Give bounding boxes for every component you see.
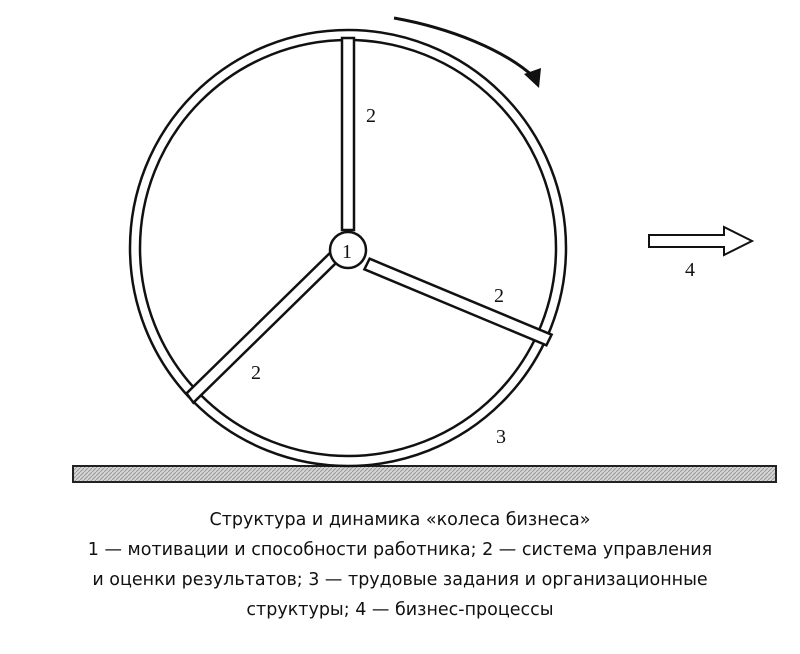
caption-line: структуры; 4 — бизнес-процессы (246, 600, 554, 620)
wheel-spokes (187, 38, 552, 403)
label-spoke-right: 2 (494, 285, 504, 307)
movement-arrow (649, 227, 752, 255)
label-spoke-top: 2 (366, 105, 376, 127)
label-arrow: 4 (685, 259, 695, 281)
figure-caption (0, 505, 800, 625)
spoke-right (364, 259, 551, 346)
caption-line: и оценки результатов; 3 — трудовые задания и организационные (92, 570, 708, 590)
label-spoke-left: 2 (251, 362, 261, 384)
ground-bar (73, 466, 776, 482)
spoke-left (187, 251, 339, 402)
caption-title: Структура и динамика «колеса бизнеса» (209, 510, 591, 530)
label-hub: 1 (342, 241, 352, 263)
label-rim: 3 (496, 426, 506, 448)
spoke-top (342, 38, 354, 230)
caption-line: 1 — мотивации и способности работника; 2 — система управления (87, 540, 713, 560)
